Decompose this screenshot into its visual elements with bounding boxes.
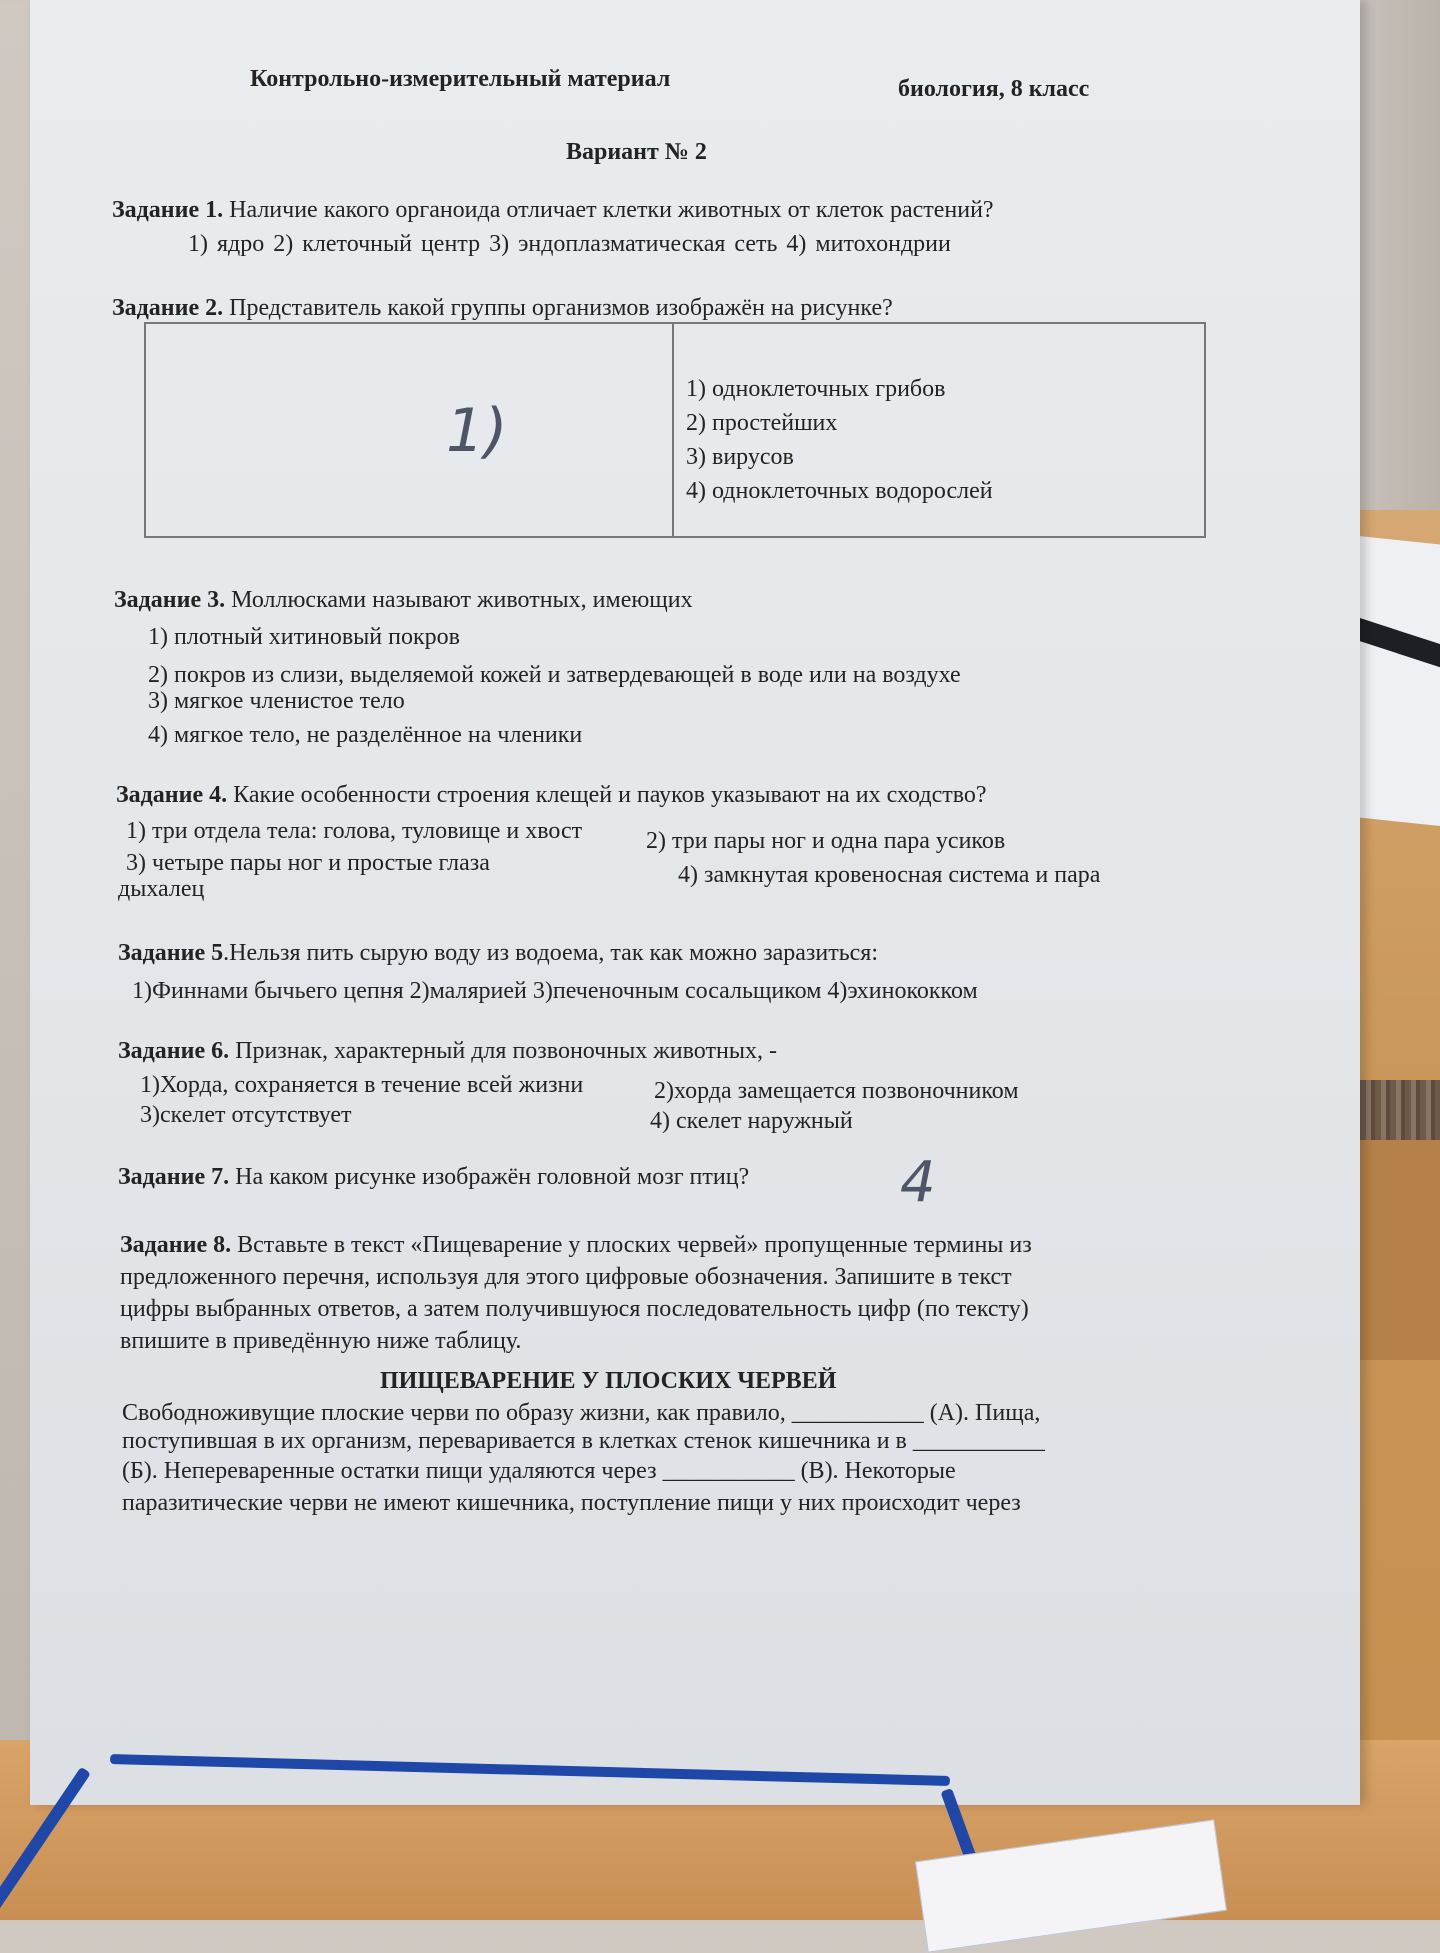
task-1-question: Задание 1. Наличие какого органоида отличает клетки животных от клеток растений? xyxy=(112,197,994,223)
task-8-text: впишите в приведённую ниже таблицу. xyxy=(120,1328,522,1354)
task-1-options: 1) ядро 2) клеточный центр 3) эндоплазматическая сеть 4) митохондрии xyxy=(188,231,951,257)
task-4-option: 2) три пары ног и одна пара усиков xyxy=(646,828,1006,854)
task-5-question: Задание 5.Нельзя пить сырую воду из водоема, так как можно заразиться: xyxy=(118,940,879,966)
task-8-subheading: ПИЩЕВАРЕНИЕ У ПЛОСКИХ ЧЕРВЕЙ xyxy=(380,1368,837,1394)
task-8-passage: поступившая в их организм, переваривается в клетках стенок кишечника и в ___________ xyxy=(122,1428,1045,1454)
task-3-question: Задание 3. Моллюсками называют животных, имеющих xyxy=(114,587,693,613)
task-6-option: 4) скелет наружный xyxy=(650,1108,853,1134)
task-8-text: предложенного перечня, используя для этого цифровые обозначения. Запишите в текст xyxy=(120,1264,1012,1290)
task-8-title: Задание 8. Вставьте в текст «Пищеварение у плоских червей» пропущенные термины из xyxy=(120,1232,1032,1258)
task-4-option: 4) замкнутая кровеносная система и пара xyxy=(678,862,1101,888)
task-8-passage: паразитические черви не имеют кишечника, поступление пищи у них происходит через xyxy=(122,1490,1021,1516)
header-title: Контрольно-измерительный материал xyxy=(250,66,671,92)
task-3-option: 2) покров из слизи, выделяемой кожей и затвердевающей в воде или на воздухе xyxy=(148,662,961,688)
task-6-question: Задание 6. Признак, характерный для позвоночных животных, - xyxy=(118,1038,777,1064)
task-3-option: 3) мягкое членистое тело xyxy=(148,688,405,714)
task-2-table xyxy=(144,322,1206,538)
task-7-question: Задание 7. На каком рисунке изображён головной мозг птиц? xyxy=(118,1164,750,1190)
task-2-option: 3) вирусов xyxy=(686,444,794,470)
task-2-option: 1) одноклеточных грибов xyxy=(686,376,946,402)
task-6-option: 1)Хорда, сохраняется в течение всей жизни xyxy=(140,1072,584,1098)
task-3-option: 4) мягкое тело, не разделённое на членики xyxy=(148,722,583,748)
task-2-question: Задание 2. Представитель какой группы организмов изображён на рисунке? xyxy=(112,295,893,321)
header-subject: биология, 8 класс xyxy=(898,76,1090,102)
variant-title: Вариант № 2 xyxy=(566,139,707,165)
table-divider xyxy=(672,324,674,536)
task-4-question: Задание 4. Какие особенности строения клещей и пауков указывают на их сходство? xyxy=(116,782,987,808)
task-8-text: цифры выбранных ответов, а затем получившуюся последовательность цифр (по тексту) xyxy=(120,1296,1029,1322)
task-2-option: 4) одноклеточных водорослей xyxy=(686,478,993,504)
task-8-passage: (Б). Непереваренные остатки пищи удаляются через ___________ (В). Некоторые xyxy=(122,1458,956,1484)
handwritten-answer: 1) xyxy=(446,396,508,466)
task-6-option: 2)хорда замещается позвоночником xyxy=(654,1078,1019,1104)
task-4-option: 1) три отдела тела: голова, туловище и хвост xyxy=(126,818,583,844)
test-sheet xyxy=(30,0,1360,1805)
task-4-option-continued: дыхалец xyxy=(118,876,205,902)
handwritten-answer-7: 4 xyxy=(900,1150,936,1215)
task-3-option: 1) плотный хитиновый покров xyxy=(148,624,460,650)
task-4-option: 3) четыре пары ног и простые глаза xyxy=(126,850,490,876)
task-5-options: 1)Финнами бычьего цепня 2)малярией 3)печеночным сосальщиком 4)эхинококком xyxy=(132,978,978,1004)
task-6-option: 3)скелет отсутствует xyxy=(140,1102,352,1128)
task-8-passage: Свободноживущие плоские черви по образу жизни, как правило, ___________ (А). Пища, xyxy=(122,1400,1041,1426)
task-2-option: 2) простейших xyxy=(686,410,838,436)
